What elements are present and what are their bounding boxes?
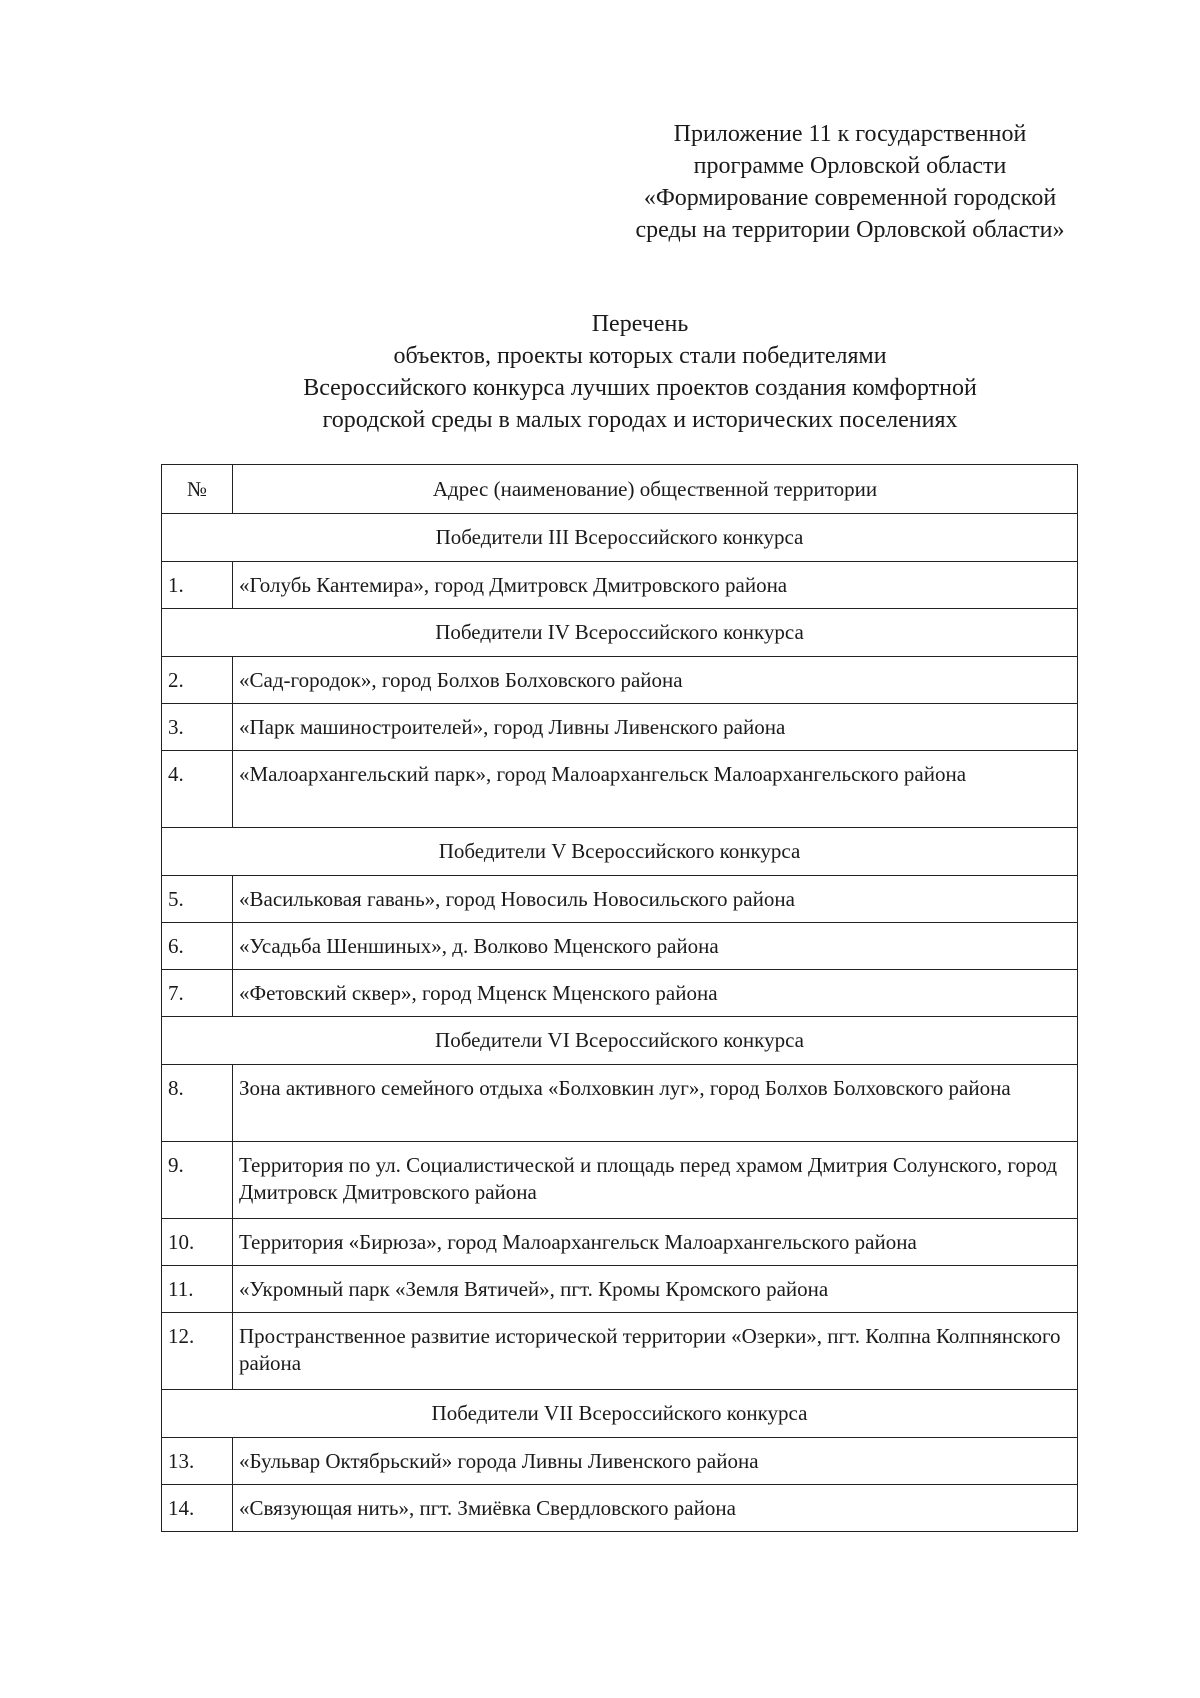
row-address: «Укромный парк «Земля Вятичей», пгт. Кромы Кромского района <box>233 1266 1078 1313</box>
table-row <box>162 657 1078 704</box>
row-number: 3. <box>162 704 233 751</box>
row-address: Территория по ул. Социалистической и площадь перед храмом Дмитрия Солунского, город Дмитровск Дмитровского района <box>233 1142 1078 1219</box>
table-row <box>162 970 1078 1017</box>
row-address: «Бульвар Октябрьский» города Ливны Ливенского района <box>233 1438 1078 1485</box>
row-number: 14. <box>162 1485 233 1532</box>
row-number: 12. <box>162 1313 233 1390</box>
row-number: 7. <box>162 970 233 1017</box>
row-number: 13. <box>162 1438 233 1485</box>
group-title: Победители V Всероссийского конкурса <box>162 828 1078 876</box>
table-header-row <box>162 465 1078 514</box>
appendix-line: программе Орловской области <box>693 153 1007 179</box>
title-line: городской среды в малых городах и исторических поселениях <box>322 407 958 433</box>
header-address: Адрес (наименование) общественной территории <box>233 465 1078 514</box>
row-number: 5. <box>162 876 233 923</box>
group-row <box>162 609 1078 657</box>
row-address: «Малоархангельский парк», город Малоархангельск Малоархангельского района <box>233 751 1078 828</box>
table-row <box>162 1266 1078 1313</box>
row-address: «Связующая нить», пгт. Змиёвка Свердловского района <box>233 1485 1078 1532</box>
row-address: «Парк машиностроителей», город Ливны Ливенского района <box>233 704 1078 751</box>
row-address: «Васильковая гавань», город Новосиль Новосильского района <box>233 876 1078 923</box>
table-row <box>162 1065 1078 1142</box>
row-number: 10. <box>162 1219 233 1266</box>
table-row <box>162 923 1078 970</box>
title-heading: Перечень <box>591 311 689 337</box>
group-row <box>162 828 1078 876</box>
table-row <box>162 1313 1078 1390</box>
row-address: «Голубь Кантемира», город Дмитровск Дмитровского района <box>233 562 1078 609</box>
appendix-line: «Формирование современной городской <box>643 185 1057 211</box>
group-title: Победители IV Всероссийского конкурса <box>162 609 1078 657</box>
appendix-line: Приложение 11 к государственной <box>673 121 1027 147</box>
title-line: объектов, проекты которых стали победителями <box>393 343 887 369</box>
row-address: Пространственное развитие исторической территории «Озерки», пгт. Колпна Колпнянского района <box>233 1313 1078 1390</box>
document-title <box>150 308 1130 436</box>
group-title: Победители VI Всероссийского конкурса <box>162 1017 1078 1065</box>
row-address: Территория «Бирюза», город Малоархангельск Малоархангельского района <box>233 1219 1078 1266</box>
appendix-note <box>560 118 1140 246</box>
group-title: Победители III Всероссийского конкурса <box>162 514 1078 562</box>
table-row <box>162 704 1078 751</box>
group-title: Победители VII Всероссийского конкурса <box>162 1390 1078 1438</box>
group-row <box>162 1017 1078 1065</box>
table-row <box>162 876 1078 923</box>
appendix-line: среды на территории Орловской области» <box>635 217 1065 243</box>
row-number: 9. <box>162 1142 233 1219</box>
table-row <box>162 1219 1078 1266</box>
row-address: «Усадьба Шеншиных», д. Волково Мценского района <box>233 923 1078 970</box>
table-row <box>162 562 1078 609</box>
table-row <box>162 1485 1078 1532</box>
row-number: 6. <box>162 923 233 970</box>
row-address: «Сад-городок», город Болхов Болховского района <box>233 657 1078 704</box>
title-line: Всероссийского конкурса лучших проектов создания комфортной <box>303 375 977 401</box>
group-row <box>162 1390 1078 1438</box>
group-row <box>162 514 1078 562</box>
row-address: «Фетовский сквер», город Мценск Мценского района <box>233 970 1078 1017</box>
row-number: 1. <box>162 562 233 609</box>
row-number: 11. <box>162 1266 233 1313</box>
header-number: № <box>162 465 233 514</box>
objects-table <box>161 464 1078 1532</box>
table-row <box>162 1142 1078 1219</box>
table-row <box>162 1438 1078 1485</box>
row-number: 8. <box>162 1065 233 1142</box>
row-address: Зона активного семейного отдыха «Болховкин луг», город Болхов Болховского района <box>233 1065 1078 1142</box>
table-row <box>162 751 1078 828</box>
row-number: 2. <box>162 657 233 704</box>
row-number: 4. <box>162 751 233 828</box>
